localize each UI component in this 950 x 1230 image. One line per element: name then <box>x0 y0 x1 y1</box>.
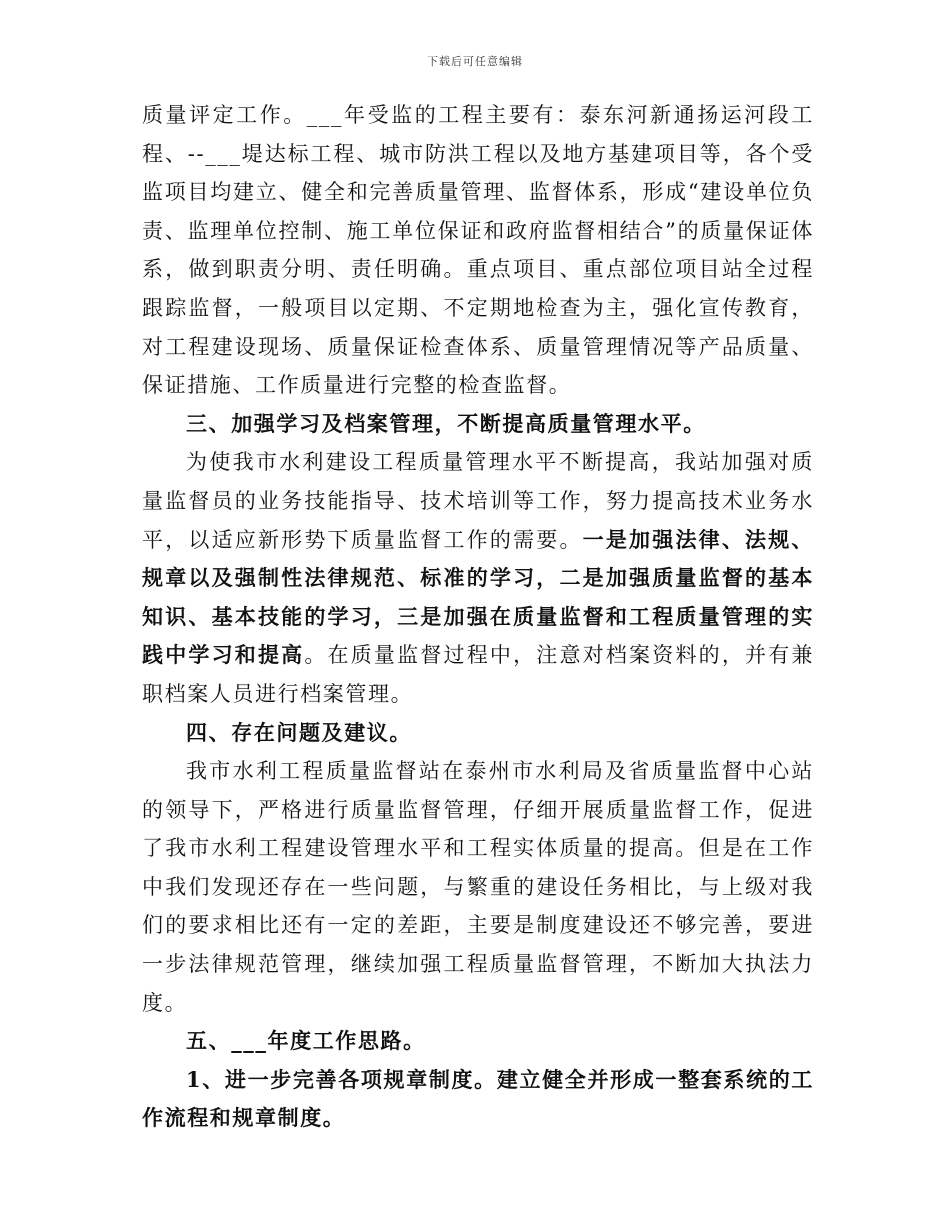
heading-section-5: 五、___年度工作思路。 <box>186 1028 426 1054</box>
text-normal: 。在质量监督过程中，注意对档案资料的，并有兼职档案人员进行档案管理。 <box>142 643 815 706</box>
page-header: 下载后可任意编辑 <box>427 55 523 68</box>
document-body <box>142 96 814 1138</box>
paragraph-study-archives <box>142 443 814 713</box>
paragraph-problems: 我市水利工程质量监督站在泰州市水利局及省质量监督中心站的领导下，严格进行质量监督管理，仔细开展质量监督工作，促进了我市水利工程建设管理水平和工程实体质量的提高。但是在工作中我们发现还存在一些问题，与繁重的建设任务相比，与上级对我们的要求相比还有一定的差距，主要是制度建设还不够完善，要进一步法律规范管理，继续加强工程质量监督管理，不断加大执法力度。 <box>142 759 814 1015</box>
paragraph-item-1: 1、进一步完善各项规章制度。建立健全并形成一整套系统的工作流程和规章制度。 <box>142 1066 814 1131</box>
text-normal: 为使我市水利建设工程质量管理水平不断提高，我站加强对质量监督员的业务技能指导、技术培训等工作，努力提高技术业务水平，以适应新形势下质量监督工作的需要。 <box>142 450 814 552</box>
paragraph-quality-evaluation: 质量评定工作。___年受监的工程主要有：泰东河新通扬运河段工程、--___堤达标工程、城市防洪工程以及地方基建项目等，各个受监项目均建立、健全和完善质量管理、监督体系，形成“建设单位负责、监理单位控制、施工单位保证和政府监督相结合”的质量保证体系，做到职责分明、责任明确。重点项目、重点部位项目站全过程跟踪监督，一般项目以定期、不定期地检查为主，强化宣传教育，对工程建设现场、质量保证检查体系、质量管理情况等产品质量、保证措施、工作质量进行完整的检查监督。 <box>142 103 814 398</box>
text-bold-emphasis: 一是加强法律、法规、规章以及强制性法律规范、标准的学习，二是加强质量监督的基本知识、基本技能的学习，三是加强在质量监督和工程质量管理的实践中学习和提高 <box>142 526 815 668</box>
heading-section-4: 四、存在问题及建议。 <box>186 719 412 745</box>
heading-section-3: 三、加强学习及档案管理，不断提高质量管理水平。 <box>186 410 706 436</box>
